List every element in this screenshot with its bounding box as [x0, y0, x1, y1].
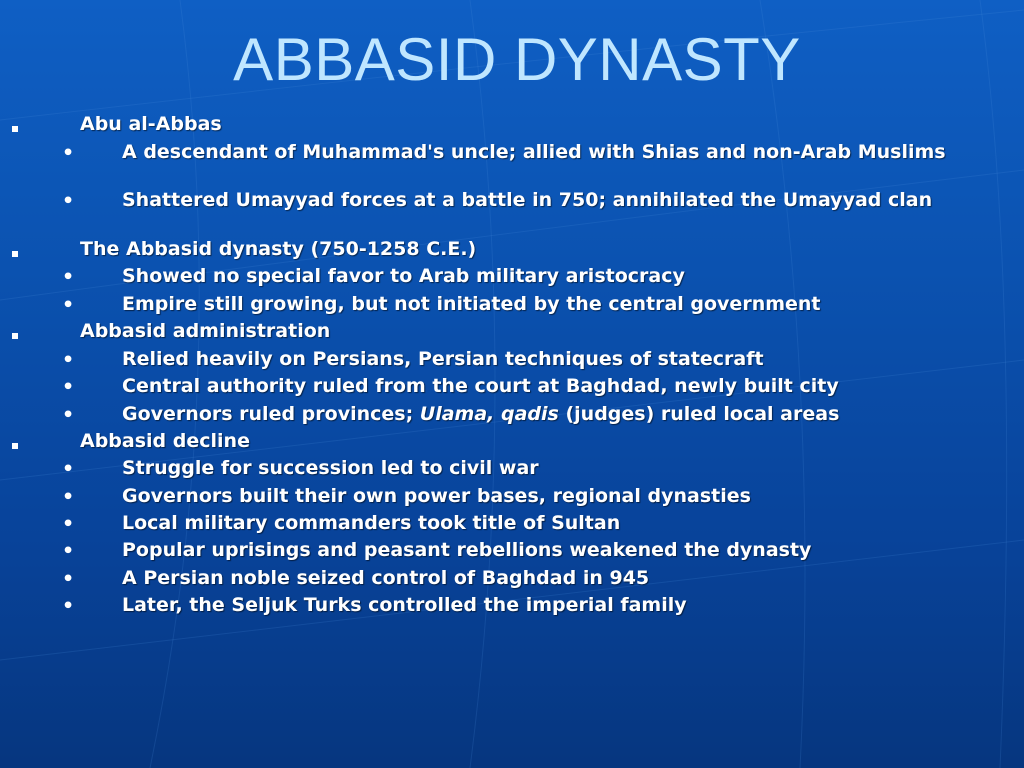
list-item: The Abbasid dynasty (750-1258 C.E.) — [80, 238, 477, 260]
dot-bullet-icon: • — [62, 349, 75, 371]
list-item: Local military commanders took title of Sultan — [122, 512, 621, 534]
list-item: Struggle for succession led to civil war — [122, 457, 539, 479]
list-item — [122, 404, 1002, 424]
list-item: Abu al-Abbas — [80, 113, 222, 135]
list-item: Abbasid decline — [80, 430, 250, 452]
list-item: Showed no special favor to Arab military aristocracy — [122, 265, 685, 287]
dot-bullet-icon: • — [62, 190, 75, 212]
dot-bullet-icon: • — [62, 376, 75, 398]
dot-bullet-icon: • — [62, 458, 75, 480]
dot-bullet-icon: • — [62, 404, 75, 426]
list-item-text: (judges) ruled local areas — [558, 403, 840, 425]
list-item: Central authority ruled from the court at Baghdad, newly built city — [122, 375, 839, 397]
list-item-text: Governors ruled provinces; — [122, 403, 420, 425]
dot-bullet-icon: • — [62, 294, 75, 316]
dot-bullet-icon: • — [62, 142, 75, 164]
list-item: A Persian noble seized control of Baghdad in 945 — [122, 567, 650, 589]
slide-title: ABBASID DYNASTY — [233, 26, 801, 93]
list-item: A descendant of Muhammad's uncle; allied with Shias and non-Arab Muslims — [122, 141, 946, 163]
list-item: Shattered Umayyad forces at a battle in 750; annihilated the Umayyad clan — [122, 189, 933, 211]
list-item: Popular uprisings and peasant rebellions weakened the dynasty — [122, 539, 812, 561]
square-bullet-icon — [12, 443, 18, 449]
dot-bullet-icon: • — [62, 513, 75, 535]
list-item: Relied heavily on Persians, Persian techniques of statecraft — [122, 348, 764, 370]
list-item: Governors built their own power bases, regional dynasties — [122, 485, 751, 507]
square-bullet-icon — [12, 126, 18, 132]
square-bullet-icon — [12, 251, 18, 257]
list-item: Later, the Seljuk Turks controlled the imperial family — [122, 594, 687, 616]
dot-bullet-icon: • — [62, 266, 75, 288]
square-bullet-icon — [12, 333, 18, 339]
list-item: Abbasid administration — [80, 320, 331, 342]
dot-bullet-icon: • — [62, 568, 75, 590]
dot-bullet-icon: • — [62, 595, 75, 617]
dot-bullet-icon: • — [62, 540, 75, 562]
list-item: Empire still growing, but not initiated by the central government — [122, 293, 821, 315]
dot-bullet-icon: • — [62, 486, 75, 508]
list-item-emphasis: Ulama, qadis — [419, 403, 559, 425]
